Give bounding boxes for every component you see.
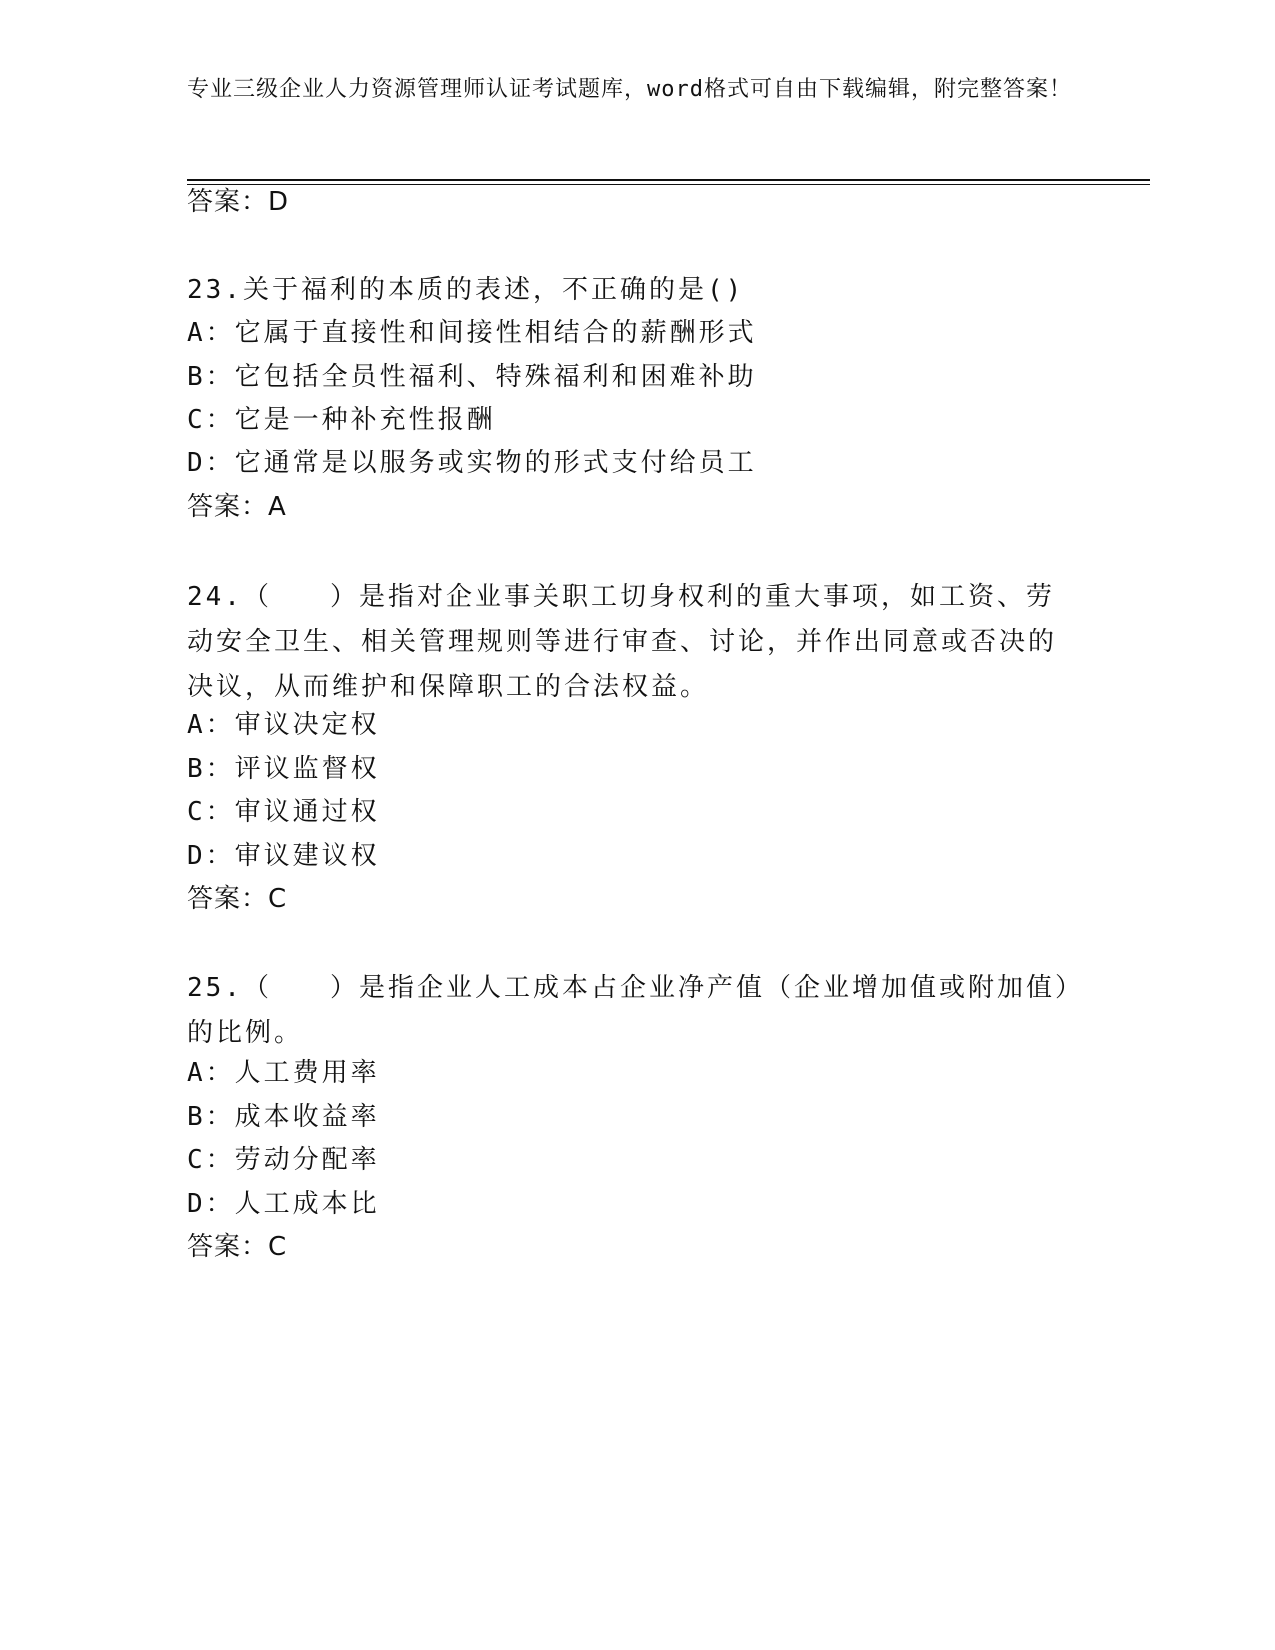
- question-24-answer: 答案：C: [187, 884, 288, 914]
- question-23-option-a: A：它属于直接性和间接性相结合的薪酬形式: [187, 318, 757, 348]
- question-23-option-b: B：它包括全员性福利、特殊福利和困难补助: [187, 362, 757, 392]
- question-25-option-a: A：人工费用率: [187, 1058, 380, 1088]
- question-24-option-a: A：审议决定权: [187, 710, 380, 740]
- question-25-option-c: C：劳动分配率: [187, 1145, 380, 1175]
- question-25-text: 25.（ ）是指企业人工成本占企业净产值（企业增加值或附加值）的比例。: [187, 973, 1071, 1048]
- question-25-option-d: D：人工成本比: [187, 1189, 380, 1219]
- question-23-option-c: C：它是一种补充性报酬: [187, 405, 496, 435]
- document-header: 专业三级企业人力资源管理师认证考试题库，word格式可自由下载编辑，附完整答案！: [187, 77, 1072, 102]
- previous-answer: 答案：D: [187, 187, 290, 217]
- question-25-answer: 答案：C: [187, 1232, 288, 1262]
- question-24-text: 24.（ ）是指对企业事关职工切身权利的重大事项，如工资、劳动安全卫生、相关管理规则等进行审查、讨论，并作出同意或否决的决议，从而维护和保障职工的合法权益。: [187, 582, 1058, 702]
- question-25-option-b: B：成本收益率: [187, 1102, 380, 1132]
- question-23-option-d: D：它通常是以服务或实物的形式支付给员工: [187, 448, 757, 478]
- header-rule-thick: [187, 179, 1150, 181]
- question-23-answer: 答案：A: [187, 492, 287, 522]
- question-24-option-d: D：审议建议权: [187, 841, 380, 871]
- question-24-option-b: B：评议监督权: [187, 754, 380, 784]
- question-23-text: 23.关于福利的本质的表述，不正确的是(): [187, 275, 745, 305]
- question-24-option-c: C：审议通过权: [187, 797, 380, 827]
